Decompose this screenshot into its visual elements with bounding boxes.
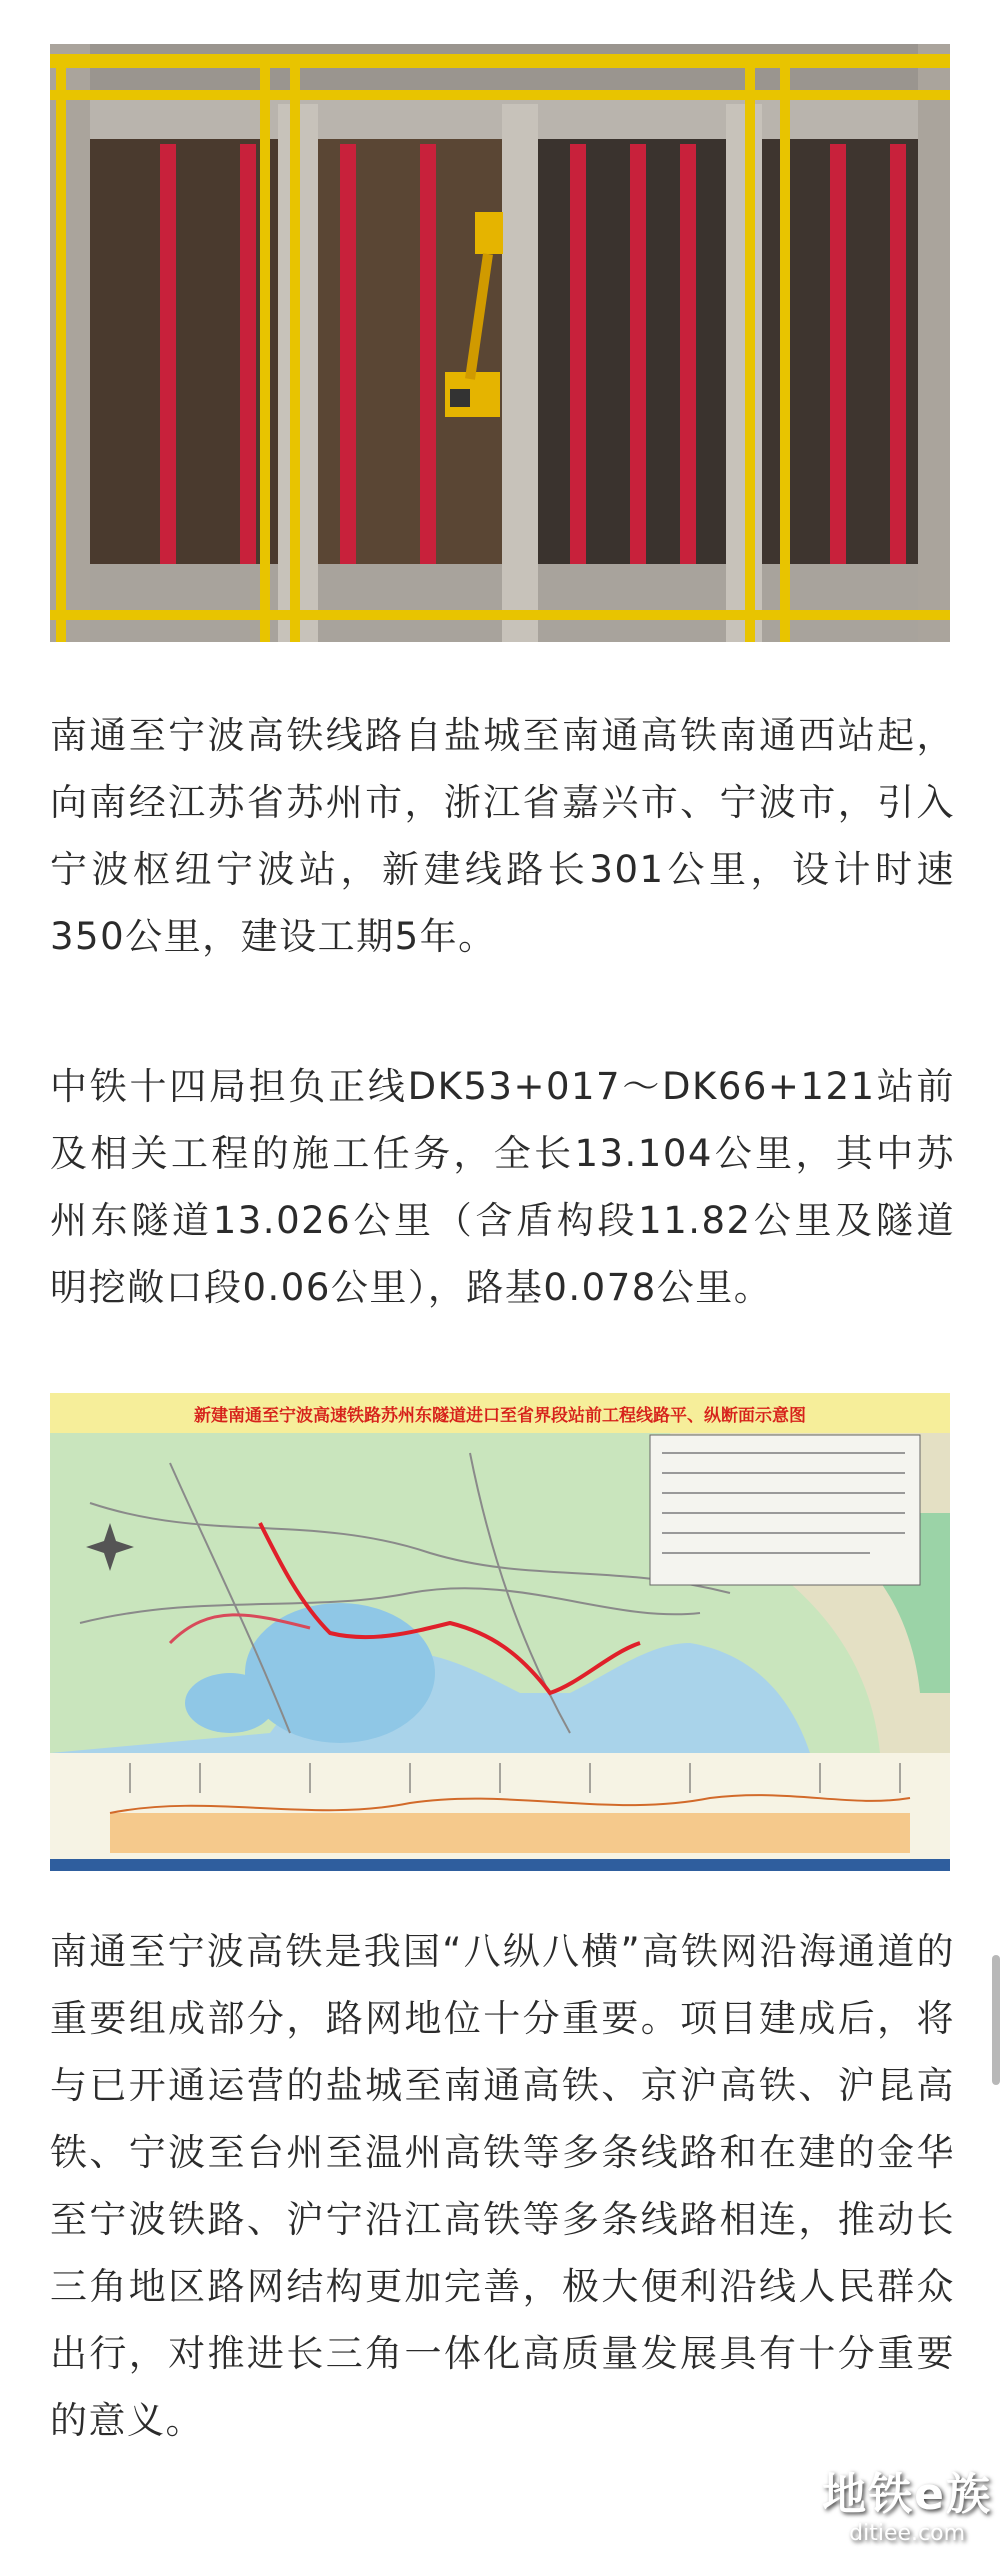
watermark-site: ditiee.com xyxy=(849,2521,966,2546)
paragraph-route-overview: 南通至宁波高铁线路自盐城至南通高铁南通西站起，向南经江苏省苏州市，浙江省嘉兴市、宁波市，引入宁波枢纽宁波站，新建线路长301公里，设计时速350公里，建设工期5年。 xyxy=(50,714,955,958)
paragraph-significance: 南通至宁波高铁是我国“八纵八横”高铁网沿海通道的重要组成部分，路网地位十分重要。项目建成后，将与已开通运营的盐城至南通高铁、京沪高铁、沪昆高铁、宁波至台州至温州高铁等多条线路和在建的金华至宁波铁路、沪宁沿江高铁等多条线路相连，推动长三角地区路网结构更加完善，极大便利沿线人民群众出行，对推进长三角一体化高质量发展具有十分重要的意义。 xyxy=(50,1930,955,2442)
paragraph-construction-scope: 中铁十四局担负正线DK53+017～DK66+121站前及相关工程的施工任务，全长13.104公里，其中苏州东隧道13.026公里（含盾构段11.82公里及隧道明挖敞口段0.06公里），路基0.078公里。 xyxy=(50,1065,955,1309)
map-title: 新建南通至宁波高速铁路苏州东隧道进口至省界段站前工程线路平、纵断面示意图 xyxy=(194,1406,806,1426)
route-map-figure xyxy=(50,1393,950,1871)
site-watermark xyxy=(822,2469,992,2547)
watermark-logo: 地铁e族 xyxy=(822,2469,992,2520)
scrollbar[interactable] xyxy=(992,1955,1000,2085)
construction-photo xyxy=(50,44,950,642)
